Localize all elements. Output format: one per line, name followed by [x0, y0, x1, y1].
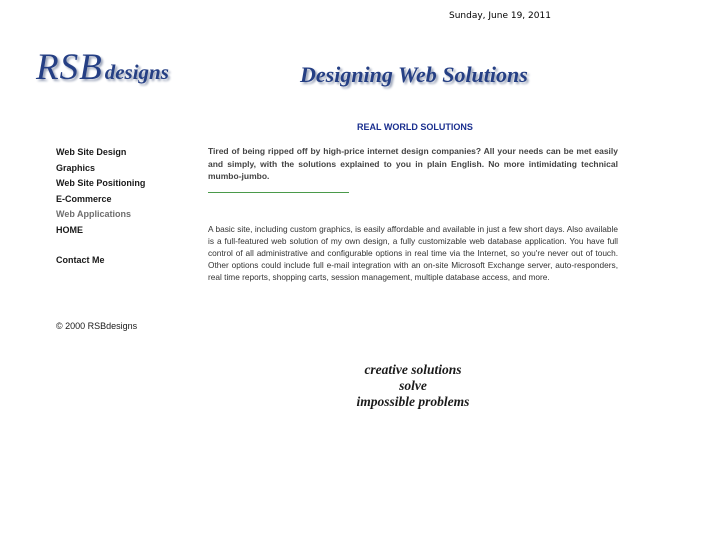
contact-me-link[interactable]: Contact Me	[56, 255, 105, 265]
sidebar-nav	[56, 145, 145, 238]
date-display: Sunday, June 19, 2011	[449, 11, 551, 21]
nav-item-web-applications[interactable]: Web Applications	[56, 209, 132, 219]
slogan-line-1: creative solutions	[364, 362, 462, 377]
section-title: REAL WORLD SOLUTIONS	[357, 122, 473, 132]
rsb-designs-logo[interactable]	[36, 46, 169, 89]
body-paragraph: A basic site, including custom graphics, is easily affordable and available in just a few short days. Also available is a full-featured web solution of my own design, a fully customizable web database application. You have full control of all administrative and configurable options in real time via the Internet, so you're never out of touch. Other options could include full e-mail integration with an on-site Microsoft Exchange server, auto-responders, real time reports, shopping carts, session management, multiple database access, and more.	[208, 224, 618, 283]
tagline-banner: Designing Web Solutions	[300, 62, 528, 87]
nav-item-web-site-design[interactable]: Web Site Design	[56, 147, 127, 157]
nav-item-graphics[interactable]: Graphics	[56, 162, 96, 173]
nav-item-home[interactable]: HOME	[56, 224, 83, 235]
nav-item-e-commerce[interactable]: E-Commerce	[56, 193, 112, 204]
slogan-line-2: solve	[399, 378, 427, 393]
logo-sub-text: designs	[104, 60, 169, 84]
nav-item-web-site-positioning[interactable]: Web Site Positioning	[56, 178, 146, 188]
content-divider	[208, 192, 349, 193]
logo-main-text: RSB	[36, 47, 103, 88]
copyright-notice: © 2000 RSBdesigns	[56, 321, 138, 331]
slogan-line-3: impossible problems	[356, 394, 470, 409]
slogan-block	[300, 362, 526, 410]
intro-paragraph: Tired of being ripped off by high-price internet design companies? All your needs can be met easily and simply, with the solutions explained to you in plain English. No more intimidating technical mumbo-jumbo.	[208, 146, 618, 181]
